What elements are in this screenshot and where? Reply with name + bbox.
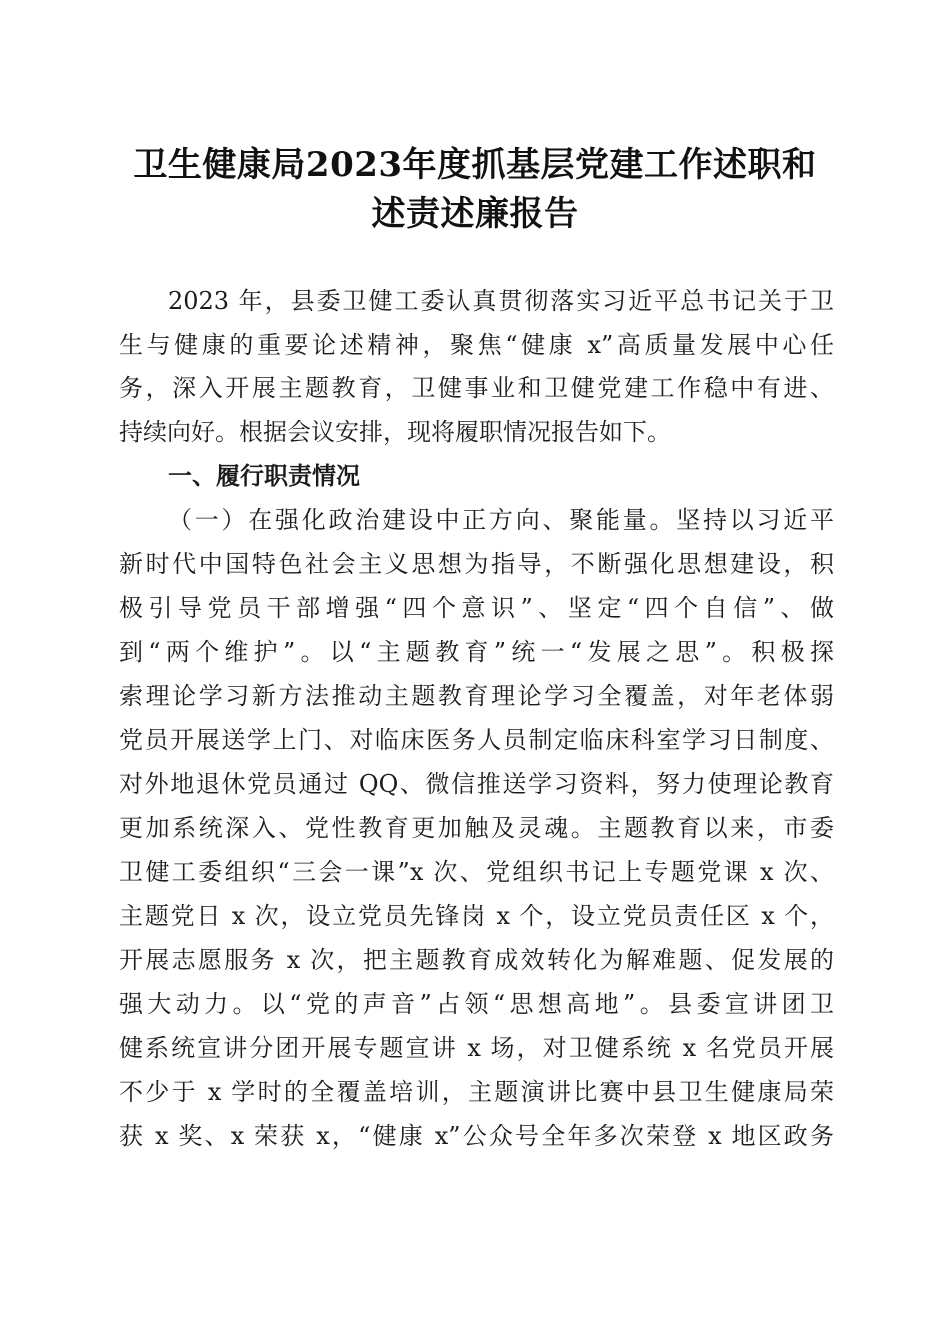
body-line-2: 新时代中国特色社会主义思想为指导，不断强化思想建设，积: [119, 550, 834, 578]
intro-line-4: 持续向好。根据会议安排，现将履职情况报告如下。: [119, 418, 671, 446]
body-line-10: 主题党日 x 次，设立党员先锋岗 x 个，设立党员责任区 x 个，: [119, 902, 834, 930]
document-title-line-1: 卫生健康局2023年度抓基层党建工作述职和: [133, 145, 817, 185]
body-line-7: 对外地退休党员通过 QQ、微信推送学习资料，努力使理论教育: [119, 770, 834, 798]
body-line-5: 索理论学习新方法推动主题教育理论学习全覆盖，对年老体弱: [119, 682, 834, 710]
intro-line-1: 2023 年，县委卫健工委认真贯彻落实习近平总书记关于卫: [168, 287, 834, 315]
body-line-14: 不少于 x 学时的全覆盖培训，主题演讲比赛中县卫生健康局荣: [119, 1078, 834, 1106]
body-line-11: 开展志愿服务 x 次，把主题教育成效转化为解难题、促发展的: [119, 946, 834, 974]
body-line-8: 更加系统深入、党性教育更加触及灵魂。主题教育以来，市委: [119, 814, 834, 842]
body-line-3: 极引导党员干部增强“四个意识”、坚定“四个自信”、做: [119, 594, 834, 622]
body-line-1: （一）在强化政治建设中正方向、聚能量。坚持以习近平: [168, 506, 834, 534]
body-line-4: 到“两个维护”。以“主题教育”统一“发展之思”。积极探: [119, 638, 834, 666]
intro-line-2: 生与健康的重要论述精神，聚焦“健康 x”高质量发展中心任: [119, 331, 834, 359]
intro-line-3: 务，深入开展主题教育，卫健事业和卫健党建工作稳中有进、: [119, 374, 834, 402]
body-line-15: 获 x 奖、x 荣获 x，“健康 x”公众号全年多次荣登 x 地区政务: [119, 1122, 834, 1150]
body-line-6: 党员开展送学上门、对临床医务人员制定临床科室学习日制度、: [119, 726, 834, 754]
body-line-13: 健系统宣讲分团开展专题宣讲 x 场，对卫健系统 x 名党员开展: [119, 1034, 834, 1062]
section-heading: 一、履行职责情况: [168, 462, 360, 490]
body-line-12: 强大动力。以“党的声音”占领“思想高地”。县委宣讲团卫: [119, 990, 834, 1018]
body-line-9: 卫健工委组织“三会一课”x 次、党组织书记上专题党课 x 次、: [119, 858, 834, 886]
document-title-line-2: 述责述廉报告: [371, 194, 579, 234]
